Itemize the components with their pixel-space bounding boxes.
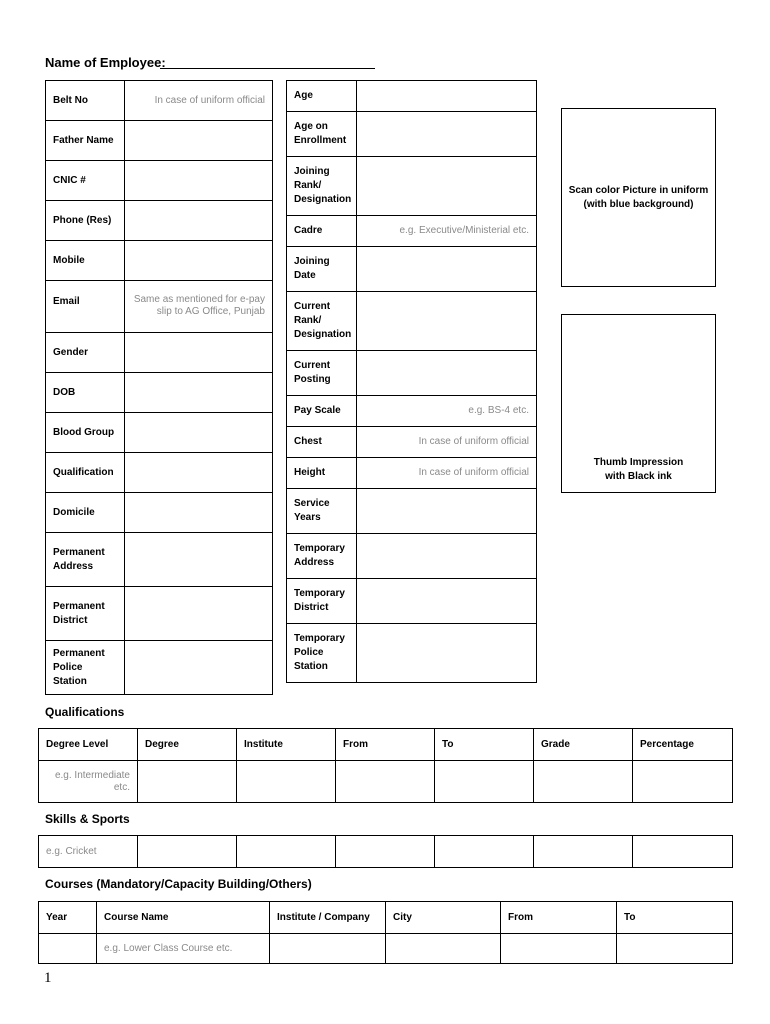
courses-header-row [39, 902, 733, 934]
course-name-cell[interactable]: e.g. Lower Class Course etc. [97, 934, 270, 964]
field-label: Blood Group [46, 413, 125, 453]
skill-cell[interactable] [534, 836, 633, 868]
photo-box-line1: Scan color Picture in uniform [568, 184, 709, 196]
employee-name-line[interactable] [160, 68, 375, 69]
column-header: To [435, 729, 534, 761]
field-value-joining-rank[interactable] [357, 157, 537, 216]
field-value-mobile[interactable] [125, 241, 273, 281]
field-value-service-years[interactable] [357, 489, 537, 534]
skills-table [38, 835, 733, 868]
field-label: Father Name [46, 121, 125, 161]
from-cell[interactable] [501, 934, 617, 964]
field-value-domicile[interactable] [125, 493, 273, 533]
field-value-height[interactable]: In case of uniform official [357, 458, 537, 489]
to-cell[interactable] [435, 761, 534, 803]
field-row-joining-rank [287, 157, 537, 216]
field-value-email[interactable]: Same as mentioned for e-pay slip to AG Office, Punjab [125, 281, 273, 333]
field-label: Age [287, 81, 357, 112]
skill-cell[interactable] [138, 836, 237, 868]
courses-heading: Courses (Mandatory/Capacity Building/Others) [45, 877, 312, 891]
field-label: Temporary Address [287, 534, 357, 579]
field-label: Cadre [287, 216, 357, 247]
field-label: Domicile [46, 493, 125, 533]
thumb-box-line2: with Black ink [605, 471, 672, 482]
field-label: Current Posting [287, 351, 357, 396]
field-row-blood-group [46, 413, 273, 453]
field-value-age[interactable] [357, 81, 537, 112]
column-header: Course Name [97, 902, 270, 934]
field-label: Service Years [287, 489, 357, 534]
field-row-current-posting [287, 351, 537, 396]
field-label: Temporary District [287, 579, 357, 624]
skill-cell[interactable] [237, 836, 336, 868]
institute-cell[interactable] [237, 761, 336, 803]
field-row-service-years [287, 489, 537, 534]
field-value-permanent-district[interactable] [125, 587, 273, 641]
field-label: Mobile [46, 241, 125, 281]
field-value-blood-group[interactable] [125, 413, 273, 453]
field-value-belt-no[interactable]: In case of uniform official [125, 81, 273, 121]
photo-box[interactable] [561, 108, 716, 287]
field-row-age [287, 81, 537, 112]
field-label: CNIC # [46, 161, 125, 201]
field-value-pay-scale[interactable]: e.g. BS-4 etc. [357, 396, 537, 427]
service-info-table [286, 80, 537, 683]
column-header: Grade [534, 729, 633, 761]
field-row-gender [46, 333, 273, 373]
field-value-dob[interactable] [125, 373, 273, 413]
qualifications-heading: Qualifications [45, 705, 125, 719]
field-value-phone-res[interactable] [125, 201, 273, 241]
qualifications-header-row [39, 729, 733, 761]
field-label: Pay Scale [287, 396, 357, 427]
field-row-joining-date [287, 247, 537, 292]
column-header: City [386, 902, 501, 934]
institute-company-cell[interactable] [270, 934, 386, 964]
field-value-father-name[interactable] [125, 121, 273, 161]
field-row-permanent-district [46, 587, 273, 641]
grade-cell[interactable] [534, 761, 633, 803]
city-cell[interactable] [386, 934, 501, 964]
field-label: Gender [46, 333, 125, 373]
field-value-current-rank[interactable] [357, 292, 537, 351]
field-row-permanent-address [46, 533, 273, 587]
field-row-phone-res [46, 201, 273, 241]
skill-cell[interactable] [336, 836, 435, 868]
skills-heading: Skills & Sports [45, 812, 130, 826]
field-label: Permanent Police Station [46, 641, 125, 695]
field-value-age-on-enrollment[interactable] [357, 112, 537, 157]
field-value-chest[interactable]: In case of uniform official [357, 427, 537, 458]
field-row-age-on-enrollment [287, 112, 537, 157]
photo-box-line2: (with blue background) [583, 198, 694, 210]
table-row [39, 761, 733, 803]
field-label: Joining Rank/ Designation [287, 157, 357, 216]
field-label: Qualification [46, 453, 125, 493]
from-cell[interactable] [336, 761, 435, 803]
field-label: Temporary Police Station [287, 624, 357, 683]
field-value-permanent-address[interactable] [125, 533, 273, 587]
skill-cell[interactable] [435, 836, 534, 868]
field-label: Current Rank/ Designation [287, 292, 357, 351]
field-row-pay-scale [287, 396, 537, 427]
field-label: Belt No [46, 81, 125, 121]
field-value-temporary-address[interactable] [357, 534, 537, 579]
field-row-domicile [46, 493, 273, 533]
field-row-permanent-police-station [46, 641, 273, 695]
field-value-gender[interactable] [125, 333, 273, 373]
field-label: Age on Enrollment [287, 112, 357, 157]
field-value-current-posting[interactable] [357, 351, 537, 396]
field-row-height [287, 458, 537, 489]
field-label: Permanent District [46, 587, 125, 641]
field-row-temporary-district [287, 579, 537, 624]
field-value-joining-date[interactable] [357, 247, 537, 292]
field-label: DOB [46, 373, 125, 413]
field-label: Phone (Res) [46, 201, 125, 241]
field-label: Chest [287, 427, 357, 458]
field-row-temporary-police-station [287, 624, 537, 683]
thumb-impression-box[interactable] [561, 314, 716, 493]
degree-level-cell[interactable]: e.g. Intermediate etc. [39, 761, 138, 803]
field-row-cnic [46, 161, 273, 201]
column-header: Year [39, 902, 97, 934]
column-header: Degree Level [39, 729, 138, 761]
column-header: Institute [237, 729, 336, 761]
column-header: From [501, 902, 617, 934]
courses-table [38, 901, 733, 964]
field-label: Permanent Address [46, 533, 125, 587]
column-header: To [617, 902, 733, 934]
skill-cell[interactable] [633, 836, 733, 868]
table-row [39, 836, 733, 868]
field-row-mobile [46, 241, 273, 281]
qualifications-table [38, 728, 733, 803]
skill-cell[interactable]: e.g. Cricket [39, 836, 138, 868]
personal-info-table [45, 80, 273, 695]
field-row-current-rank [287, 292, 537, 351]
field-row-temporary-address [287, 534, 537, 579]
thumb-box-line1: Thumb Impression [593, 457, 684, 468]
to-cell[interactable] [617, 934, 733, 964]
column-header: Institute / Company [270, 902, 386, 934]
field-value-qualification[interactable] [125, 453, 273, 493]
degree-cell[interactable] [138, 761, 237, 803]
field-value-cadre[interactable]: e.g. Executive/Ministerial etc. [357, 216, 537, 247]
field-row-belt-no [46, 81, 273, 121]
field-row-email [46, 281, 273, 333]
field-value-cnic[interactable] [125, 161, 273, 201]
employee-name-label: Name of Employee: [45, 55, 166, 70]
field-label: Height [287, 458, 357, 489]
field-row-qualification [46, 453, 273, 493]
field-value-temporary-district[interactable] [357, 579, 537, 624]
year-cell[interactable] [39, 934, 97, 964]
percentage-cell[interactable] [633, 761, 733, 803]
field-row-cadre [287, 216, 537, 247]
field-label: Email [46, 281, 125, 333]
field-value-permanent-police-station[interactable] [125, 641, 273, 695]
table-row [39, 934, 733, 964]
column-header: Percentage [633, 729, 733, 761]
field-row-dob [46, 373, 273, 413]
page-number: 1 [44, 970, 52, 986]
field-value-temporary-police-station[interactable] [357, 624, 537, 683]
column-header: Degree [138, 729, 237, 761]
column-header: From [336, 729, 435, 761]
field-row-father-name [46, 121, 273, 161]
field-row-chest [287, 427, 537, 458]
field-label: Joining Date [287, 247, 357, 292]
